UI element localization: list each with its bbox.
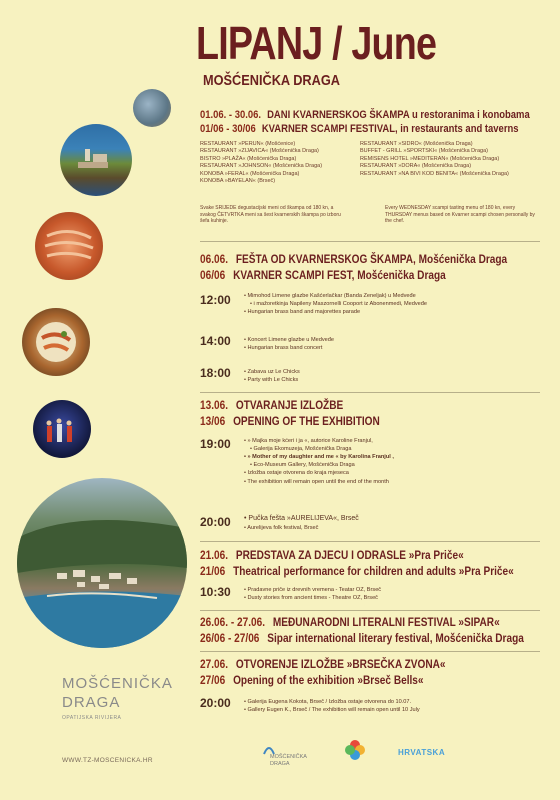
event-heading-en (200, 268, 446, 282)
divider (200, 392, 540, 393)
note-en: Every WEDNESDAY scampi tasting menu of 180 kn, every THURSDAY menus based on Kvarner scampi chosen personally by the chef. (385, 205, 535, 224)
list-item: KONOBA »BAYELAN« (Brseč) (200, 178, 276, 185)
list-item: • Gallery Eugen K., Brseč / The exhibition will remain open until 10 July (244, 706, 420, 714)
list-item: RESTAURANT »JOHNSON« (Mošćenička Draga) (200, 163, 323, 170)
list-item: • Pradavne priče iz drevnih vremena - Teatar OZ, Brseč (244, 586, 381, 594)
intro-date-en: 01/06 - 30/06 (200, 123, 256, 135)
intro-title-hr: DANI KVARNERSKOG ŠKAMPA u restoranima i konobama (267, 109, 530, 121)
list-item: • Izložba ostaje otvorena do kraja mjeseca (244, 469, 394, 477)
event-date: 26.06. - 27.06. (200, 615, 266, 629)
time-label: 20:00 (200, 515, 231, 529)
list-item: • Hungarian brass band and majorettes parade (244, 308, 427, 316)
time-details (244, 368, 300, 384)
page-title: LIPANJ / June (196, 17, 437, 69)
list-item: • » Majka moje kćeri i ja «, autorice Karoline Franjul, (244, 437, 394, 445)
photo-harbour-small (133, 89, 171, 127)
event-heading-hr (200, 615, 500, 629)
brand-name-line2: DRAGA (62, 694, 121, 711)
time-label: 18:00 (200, 366, 231, 380)
time-label: 20:00 (200, 696, 231, 710)
photo-village-sea (60, 124, 132, 196)
event-title: MEĐUNARODNI LITERALNI FESTIVAL »SIPAR« (272, 615, 500, 629)
list-item: • Hungarian brass band concert (244, 344, 334, 352)
restaurant-list-left (200, 141, 322, 186)
event-date: 06.06. (200, 252, 229, 266)
event-title: Sipar international literary festival, Mošćenička Draga (267, 631, 524, 645)
list-item: • Aurelijeva folk festival, Brseč (244, 524, 359, 532)
list-item: RESTAURANT »NA BIVI KOD BENITA« (Mošćenička Draga) (360, 170, 509, 177)
divider (200, 610, 540, 611)
list-item: RESTAURANT »DORA« (Mošćenička Draga) (360, 163, 472, 170)
time-label: 19:00 (200, 437, 231, 451)
list-item: BUFFET - GRILL »SPORTSKI« (Mošćenička Draga) (360, 148, 488, 155)
list-item: • Galerija Eugena Kokota, Brseč / Izložba ostaje otvorena do 10.07. (244, 698, 420, 706)
page-subtitle: MOŠĆENIČKA DRAGA (203, 72, 340, 89)
logo-hrvatska-text: HRVATSKA (398, 748, 446, 757)
event-date: 06/06 (200, 268, 226, 282)
list-item: BISTRO »PLAŽA« (Mošćenička Draga) (200, 155, 297, 162)
event-date: 21/06 (200, 564, 226, 578)
list-item: • i mažoretkinja Napileny Maszornelli Cooport iz Abonenmedi, Medveđe (244, 300, 427, 308)
event-date: 27.06. (200, 657, 229, 671)
list-item: • » Mother of my daughter and me « by Karolina Franjul , (244, 453, 394, 461)
event-title: OPENING OF THE EXHIBITION (233, 414, 380, 428)
event-date: 27/06 (200, 673, 226, 687)
brand-tagline: OPATIJSKA RIVIJERA (62, 715, 122, 721)
event-heading-en (200, 631, 524, 645)
list-item: • Party with Le Chicks (244, 376, 300, 384)
logo-colorful-flower-icon (344, 739, 366, 761)
photo-night-stage (33, 400, 91, 458)
list-item: • Pučka fešta »AURELIJEVA«, Brseč (244, 514, 359, 524)
photo-aerial-bay (17, 478, 187, 648)
time-details (244, 514, 359, 532)
event-title: Theatrical performance for children and adults »Pra Priče« (233, 564, 514, 578)
time-details (244, 698, 420, 714)
list-item: RESTAURANT »ZIJAVICA« (Mošćenička Draga) (200, 148, 319, 155)
list-item: • The exhibition will remain open until the end of the month (244, 478, 394, 486)
event-heading-en (200, 564, 514, 578)
list-item: REMISENS HOTEL »MEDITERAN« (Mošćenička Draga) (360, 155, 500, 162)
event-title: OTVARANJE IZLOŽBE (235, 398, 344, 412)
list-item: • Koncert Limene glazbe u Medveđe (244, 336, 334, 344)
divider (200, 241, 540, 242)
logo-hrvatska (398, 748, 445, 757)
photo-scampi-dish (22, 308, 90, 376)
list-item: • Zabava uz Le Chicks (244, 368, 300, 376)
brand-name-line1: MOŠĆENIČKA (62, 675, 173, 692)
intro-title-en: KVARNER SCAMPI FESTIVAL, in restaurants and taverns (261, 123, 519, 135)
list-item: • Eco-Museum Gallery, Mošćenička Draga (244, 461, 394, 469)
event-date: 21.06. (200, 548, 229, 562)
note-hr: Svake SRIJEDE degustacijski meni od škampa od 180 kn, a svakog ČETVRTKA meni sa šest kvarnerskih škampa po izboru šefa kuhinje. (200, 205, 341, 224)
website-link[interactable]: WWW.TZ-MOSCENICKA.HR (62, 757, 153, 764)
time-label: 14:00 (200, 334, 231, 348)
event-date: 13/06 (200, 414, 226, 428)
event-title: Opening of the exhibition »Brseč Bells« (233, 673, 424, 687)
event-heading-en (200, 673, 424, 687)
list-item: • Galerija Ekomuzeja, Mošćenička Draga (244, 445, 394, 453)
event-heading-hr (200, 398, 343, 412)
event-title: FEŠTA OD KVARNERSKOG ŠKAMPA, Mošćenička Draga (235, 252, 508, 266)
list-item: • Dusty stories from ancient times - Theatre OZ, Brseč (244, 594, 381, 602)
time-details (244, 336, 334, 352)
list-item: • Mimohod Limene glazbe Kašćerlačkar (Banda Zeneljak) u Medveđe (244, 292, 427, 300)
divider (200, 651, 540, 652)
photo-scampi-raw (35, 212, 103, 280)
event-date: 26/06 - 27/06 (200, 631, 260, 645)
intro-date-hr: 01.06. - 30.06. (200, 109, 262, 121)
list-item: RESTAURANT »SIDRO« (Mošćenička Draga) (360, 141, 473, 147)
logo-text: MOŠĆENIČKA DRAGA (270, 754, 307, 767)
list-item: KONOBA »FERAL« (Mošćenička Draga) (200, 170, 300, 177)
event-title: OTVORENJE IZLOŽBE »BRSEČKA ZVONA« (235, 657, 446, 671)
logo-tz-moscenicka (262, 740, 322, 774)
event-heading-hr (200, 548, 464, 562)
list-item: RESTAURANT »PERUN« (Mošćenice) (200, 141, 296, 147)
time-label: 12:00 (200, 293, 231, 307)
divider (200, 541, 540, 542)
event-heading-hr (200, 252, 507, 266)
event-title: KVARNER SCAMPI FEST, Mošćenička Draga (233, 268, 446, 282)
event-date: 13.06. (200, 398, 229, 412)
time-details (244, 292, 427, 316)
event-heading-en (200, 414, 380, 428)
event-heading-hr (200, 657, 446, 671)
restaurant-list-right (360, 141, 509, 178)
time-label: 10:30 (200, 585, 231, 599)
event-title: PREDSTAVA ZA DJECU I ODRASLE »Pra Priče« (235, 548, 464, 562)
time-details (244, 586, 381, 602)
time-details (244, 437, 394, 486)
